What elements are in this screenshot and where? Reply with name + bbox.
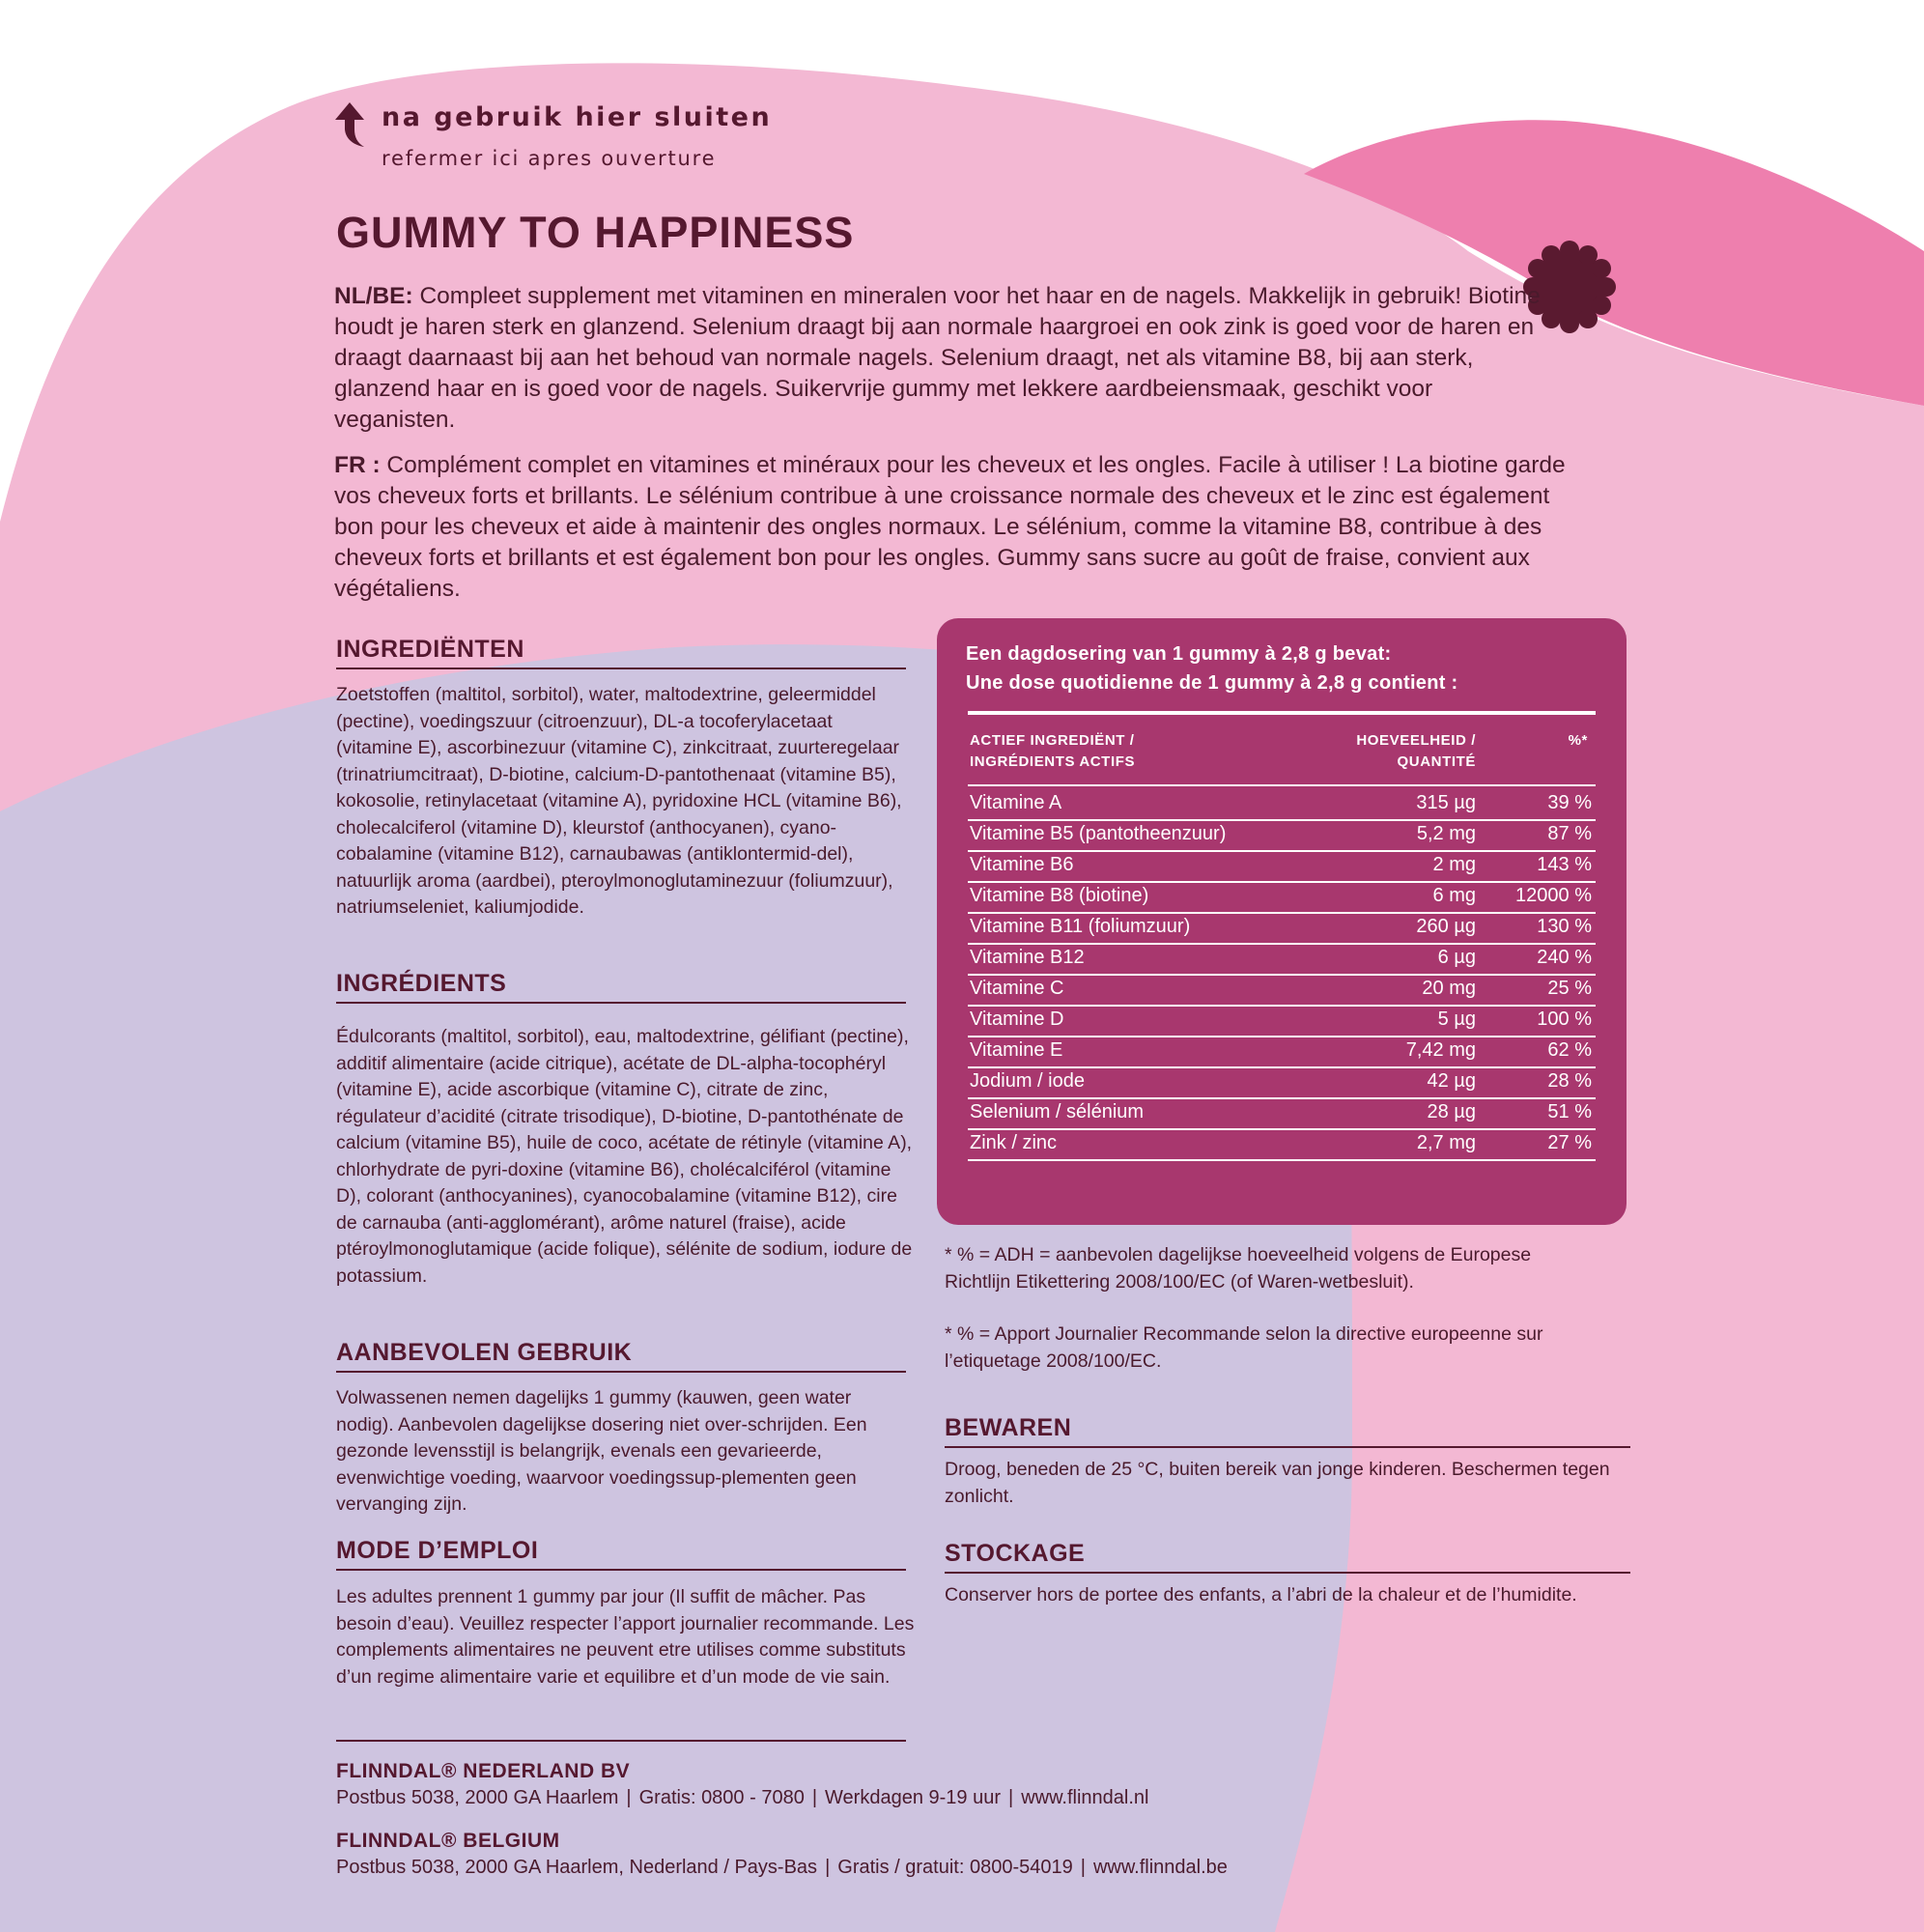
footer-contact-be: Postbus 5038, 2000 GA Haarlem, Nederland / Pays-Bas | Gratis / gratuit: 0800-54019 | www.flinndal.be <box>336 1857 1228 1878</box>
nutrient-amount: 5 µg <box>1437 1009 1476 1030</box>
nutrient-amount: 2 mg <box>1432 854 1476 875</box>
usage-fr-heading: MODE D’EMPLOI <box>336 1537 906 1571</box>
nutrient-percent: 27 % <box>1547 1132 1592 1153</box>
nutrition-row <box>968 819 1596 852</box>
nutrient-name: Selenium / sélénium <box>970 1101 1145 1122</box>
nutrition-row <box>968 881 1596 914</box>
usage-fr-text: Les adultes prennent 1 gummy par jour (Il suffit de mâcher. Pas besoin d’eau). Veuillez respecter l’apport journalier recommande. Les complements alimentaires ne peuvent etre utilises comme substituts d’un regime alimentaire varie et equilibre et d’un mode de vie sain. <box>336 1586 915 1688</box>
nutrition-row <box>968 943 1596 976</box>
footer-website-be[interactable]: www.flinndal.be <box>1092 1857 1228 1878</box>
storage-fr-heading: STOCKAGE <box>945 1540 1630 1574</box>
storage-nl-text: Droog, beneden de 25 °C, buiten bereik van jonge kinderen. Beschermen tegen zonlicht. <box>945 1459 1610 1507</box>
nutrient-percent: 130 % <box>1537 916 1592 937</box>
footnote-nl: * % = ADH = aanbevolen dagelijkse hoeveelheid volgens de Europese Richtlijn Etikettering 2008/100/EC (of Waren-wetbesluit). <box>945 1244 1532 1293</box>
storage-fr-text: Conserver hors de portee des enfants, a l’abri de la chaleur et de l’humidite. <box>945 1584 1577 1605</box>
ingredients-nl-text: Zoetstoffen (maltitol, sorbitol), water, maltodextrine, geleermiddel (pectine), voedingszuur (citroenzuur), DL-a tocoferylacetaat (vitamine E), ascorbinezuur (vitamine C), zinkcitraat, zuurteregelaar (trinatriumcitraat), D-biotine, calcium-D-pantothenaat (vitamine B5), kokosolie, retinylacetaat (vitamine A), pyridoxine HCL (vitamine B6), cholecalciferol (vitamine D), kleurstof (anthocyanen), cyano-cobalamine (vitamine B12), carnaubawas (antiklontermid-del), natuurlijk aroma (aardbei), pteroylmonoglutaminezuur (foliumzuur), natriumseleniet, kaliumjodide. <box>336 684 902 918</box>
nutrition-row <box>968 788 1596 821</box>
nutrient-amount: 42 µg <box>1427 1070 1476 1092</box>
intro-nl <box>334 281 1551 436</box>
nutrient-amount: 315 µg <box>1416 792 1476 813</box>
nutrient-name: Vitamine B8 (biotine) <box>970 885 1149 906</box>
col-header-ingredient-line1: ACTIEF INGREDIËNT / <box>970 732 1135 749</box>
footer-contact-nl: Postbus 5038, 2000 GA Haarlem | Gratis: 0800 - 7080 | Werkdagen 9-19 uur | www.flinndal.nl <box>336 1787 1149 1808</box>
close-hint-nl: na gebruik hier sluiten <box>382 102 773 132</box>
close-hint-fr: refermer ici apres ouverture <box>382 147 717 170</box>
nutrient-name: Vitamine D <box>970 1009 1064 1030</box>
nutrient-percent: 25 % <box>1547 978 1592 999</box>
col-header-amount-line1: HOEVEELHEID / <box>1356 732 1476 749</box>
col-header-amount <box>1314 730 1476 773</box>
ingredients-fr-heading: INGRÉDIENTS <box>336 970 906 1004</box>
nutrition-row <box>968 1036 1596 1068</box>
nutrition-row <box>968 974 1596 1007</box>
nutrient-name: Vitamine C <box>970 978 1064 999</box>
nutrient-name: Jodium / iode <box>970 1070 1085 1092</box>
nutrition-row <box>968 1066 1596 1099</box>
footer-divider <box>336 1740 906 1742</box>
col-header-amount-line2: QUANTITÉ <box>1397 753 1476 770</box>
storage-nl-heading: BEWAREN <box>945 1414 1630 1448</box>
nutrient-amount: 5,2 mg <box>1416 823 1476 844</box>
nutrient-percent: 12000 % <box>1515 885 1592 906</box>
col-header-ingredient-line2: INGRÉDIENTS ACTIFS <box>970 753 1136 770</box>
nutrient-amount: 7,42 mg <box>1405 1039 1476 1061</box>
nutrient-amount: 28 µg <box>1427 1101 1476 1122</box>
nutrition-row <box>968 912 1596 945</box>
nutrient-name: Vitamine E <box>970 1039 1063 1061</box>
nutrition-row <box>968 1097 1596 1130</box>
nutrient-amount: 20 mg <box>1422 978 1476 999</box>
intro-fr <box>334 450 1590 605</box>
col-header-ingredient <box>970 730 1135 773</box>
product-title: GUMMY TO HAPPINESS <box>336 208 855 257</box>
nutrient-amount: 2,7 mg <box>1416 1132 1476 1153</box>
nutrition-row <box>968 1128 1596 1161</box>
nutrient-name: Vitamine B12 <box>970 947 1085 968</box>
ingredients-nl-heading: INGREDIËNTEN <box>336 636 906 669</box>
usage-nl-text: Volwassenen nemen dagelijks 1 gummy (kauwen, geen water nodig). Aanbevolen dagelijkse dosering niet over-schrijden. Een gezonde levensstijl is belangrijk, evenals een gevarieerde, evenwichtige voeding, waarvoor voedingssup-plementen geen vervanging zijn. <box>336 1387 867 1515</box>
nutrient-percent: 100 % <box>1537 1009 1592 1030</box>
footer-website-nl[interactable]: www.flinndal.nl <box>1021 1787 1149 1808</box>
intro-fr-label: FR : <box>334 452 381 478</box>
footer-address-be: Postbus 5038, 2000 GA Haarlem, Nederland / Pays-Bas <box>336 1857 818 1878</box>
footer-company-be: FLINNDAL® BELGIUM <box>336 1830 560 1852</box>
footer-phone-nl: Gratis: 0800 - 7080 <box>638 1787 805 1808</box>
nutrient-percent: 39 % <box>1547 792 1592 813</box>
nutrient-percent: 51 % <box>1547 1101 1592 1122</box>
arrow-up-curved-icon <box>332 100 367 149</box>
nutrient-name: Vitamine B11 (foliumzuur) <box>970 916 1191 937</box>
intro-fr-text: Complément complet en vitamines et minéraux pour les cheveux et les ongles. Facile à utiliser ! La biotine garde vos cheveux forts et brillants. Le sélénium contribue à une croissance normale des cheveux et le zinc est également bon pour les cheveux et aide à maintenir des ongles normaux. Le sélénium, comme la vitamine B8, contribue à des cheveux forts et brillants et est également bon pour les ongles. Gummy sans sucre au goût de fraise, convient aux végétaliens. <box>334 452 1566 602</box>
footnote-fr: * % = Apport Journalier Recommande selon la directive europeenne sur l’etiquetage 2008/100/EC. <box>945 1323 1543 1372</box>
nutrition-title-nl: Een dagdosering van 1 gummy à 2,8 g bevat: <box>966 643 1392 665</box>
nutrition-row <box>968 1005 1596 1037</box>
nutrition-top-rule <box>968 711 1596 715</box>
ingredients-fr-text: Édulcorants (maltitol, sorbitol), eau, maltodextrine, gélifiant (pectine), additif alimentaire (acide citrique), acétate de DL-alpha-tocophéryl (vitamine E), acide ascorbique (vitamine C), citrate de zinc, régulateur d’acidité (citrate trisodique), D-biotine, D-pantothénate de calcium (vitamine B5), huile de coco, acétate de rétinyle (vitamine A), chlorhydrate de pyri-doxine (vitamine B6), cholécalciférol (vitamine D), colorant (anthocyanines), cyanocobalamine (vitamine B12), cire de carnauba (anti-agglomérant), arôme naturel (fraise), acide ptéroylmonoglutamique (acide folique), sélénite de sodium, iodure de potassium. <box>336 1026 913 1287</box>
nutrition-row <box>968 850 1596 883</box>
intro-nl-label: NL/BE: <box>334 283 413 309</box>
nutrient-percent: 62 % <box>1547 1039 1592 1061</box>
nutrition-title-fr: Une dose quotidienne de 1 gummy à 2,8 g contient : <box>966 672 1458 694</box>
nutrient-amount: 6 mg <box>1432 885 1476 906</box>
nutrient-name: Zink / zinc <box>970 1132 1058 1153</box>
nutrient-name: Vitamine B5 (pantotheenzuur) <box>970 823 1227 844</box>
nutrient-percent: 143 % <box>1537 854 1592 875</box>
nutrient-name: Vitamine B6 <box>970 854 1074 875</box>
nutrient-name: Vitamine A <box>970 792 1062 813</box>
col-header-percent: %* <box>1568 732 1588 749</box>
nutrient-percent: 87 % <box>1547 823 1592 844</box>
footer-company-nl: FLINNDAL® NEDERLAND BV <box>336 1760 631 1782</box>
nutrient-percent: 28 % <box>1547 1070 1592 1092</box>
nutrient-amount: 260 µg <box>1416 916 1476 937</box>
usage-nl-heading: AANBEVOLEN GEBRUIK <box>336 1339 906 1373</box>
intro-nl-text: Compleet supplement met vitaminen en mineralen voor het haar en de nagels. Makkelijk in gebruik! Biotine houdt je haren sterk en glanzend. Selenium draagt bij aan normale haargroei en ook zink is goed voor de haren en draagt daarnaast bij aan het behoud van normale nagels. Selenium draagt, net als vitamine B8, bij aan sterk, glanzend haar en is goed voor de nagels. Suikervrije gummy met lekkere aardbeiensmaak, geschikt voor veganisten. <box>334 283 1541 433</box>
footer-hours-nl: Werkdagen 9-19 uur <box>825 1787 1001 1808</box>
footer-address-nl: Postbus 5038, 2000 GA Haarlem <box>336 1787 619 1808</box>
nutrition-header-rule <box>968 784 1596 786</box>
nutrient-percent: 240 % <box>1537 947 1592 968</box>
nutrient-amount: 6 µg <box>1437 947 1476 968</box>
footer-phone-be: Gratis / gratuit: 0800-54019 <box>837 1857 1073 1878</box>
